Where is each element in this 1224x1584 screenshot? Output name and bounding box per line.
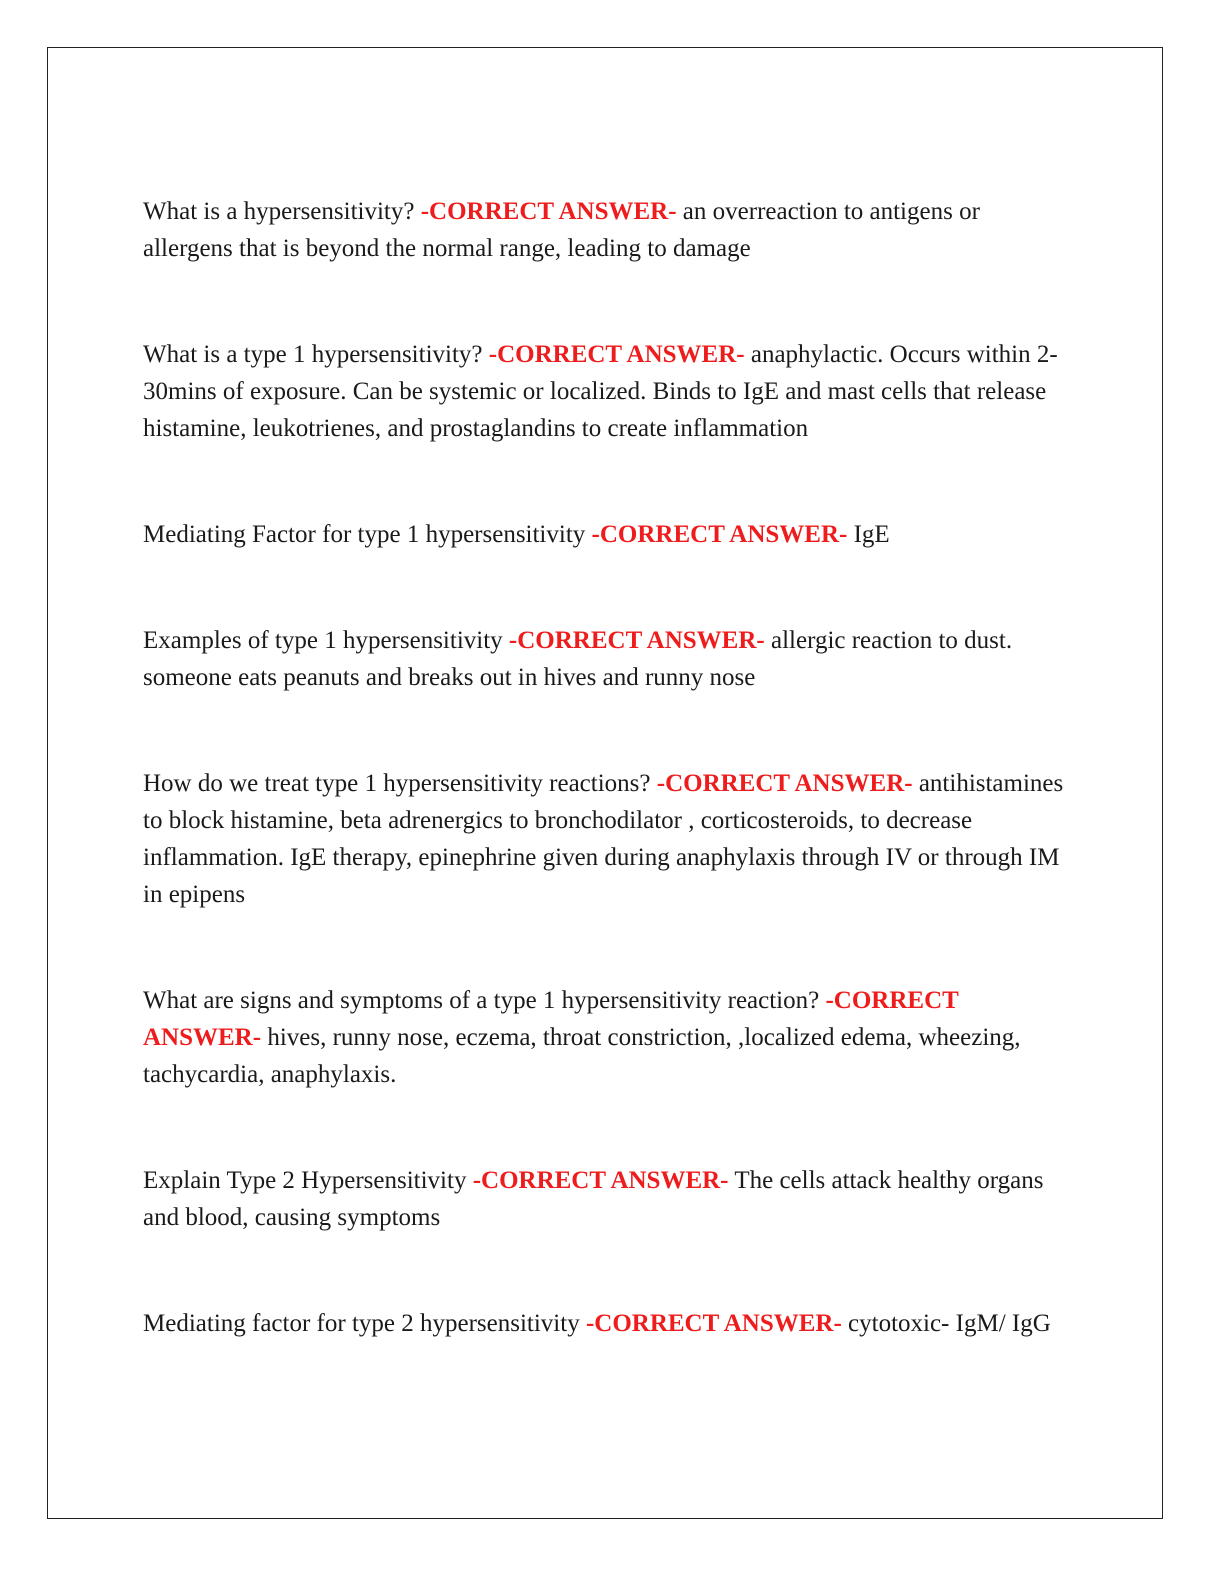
correct-answer-marker: -CORRECT ANSWER-	[143, 987, 959, 1051]
qa-item	[143, 622, 1073, 696]
answer-text: an overreaction to antigens or allergens that is beyond the normal range, leading to damage	[143, 198, 980, 262]
answer-text: allergic reaction to dust. someone eats peanuts and breaks out in hives and runny nose	[143, 627, 1013, 691]
question-text: What is a type 1 hypersensitivity?	[143, 341, 483, 368]
question-text: Examples of type 1 hypersensitivity	[143, 627, 503, 654]
qa-item	[143, 193, 1073, 267]
question-text: Mediating Factor for type 1 hypersensitivity	[143, 521, 586, 548]
answer-text: The cells attack healthy organs and blood, causing symptoms	[143, 1167, 1044, 1231]
qa-item	[143, 1305, 1073, 1342]
question-text: Explain Type 2 Hypersensitivity	[143, 1167, 467, 1194]
answer-text: hives, runny nose, eczema, throat constriction, ,localized edema, wheezing, tachycardia, anaphylaxis.	[143, 1024, 1021, 1088]
qa-list	[143, 193, 1073, 1411]
qa-item	[143, 765, 1073, 913]
qa-item	[143, 1162, 1073, 1236]
question-text: Mediating factor for type 2 hypersensitivity	[143, 1310, 580, 1337]
correct-answer-marker: -CORRECT ANSWER-	[488, 341, 745, 368]
question-text: What are signs and symptoms of a type 1 hypersensitivity reaction?	[143, 987, 820, 1014]
answer-text: cytotoxic- IgM/ IgG	[848, 1310, 1051, 1337]
qa-item	[143, 516, 1073, 553]
question-text: What is a hypersensitivity?	[143, 198, 415, 225]
correct-answer-marker: -CORRECT ANSWER-	[585, 1310, 842, 1337]
correct-answer-marker: -CORRECT ANSWER-	[508, 627, 765, 654]
answer-text: IgE	[853, 521, 890, 548]
correct-answer-marker: -CORRECT ANSWER-	[656, 770, 913, 797]
qa-item	[143, 336, 1073, 447]
answer-text: antihistamines to block histamine, beta adrenergics to bronchodilator , corticosteroids, to decrease inflammation. IgE therapy, epinephrine given during anaphylaxis through IV or through IM in epipens	[143, 770, 1064, 908]
correct-answer-marker: -CORRECT ANSWER-	[420, 198, 677, 225]
question-text: How do we treat type 1 hypersensitivity reactions?	[143, 770, 651, 797]
qa-item	[143, 982, 1073, 1093]
answer-text: anaphylactic. Occurs within 2-30mins of exposure. Can be systemic or localized. Binds to IgE and mast cells that release histamine, leukotrienes, and prostaglandins to create inflammation	[143, 341, 1058, 442]
correct-answer-marker: -CORRECT ANSWER-	[472, 1167, 729, 1194]
correct-answer-marker: -CORRECT ANSWER-	[591, 521, 848, 548]
